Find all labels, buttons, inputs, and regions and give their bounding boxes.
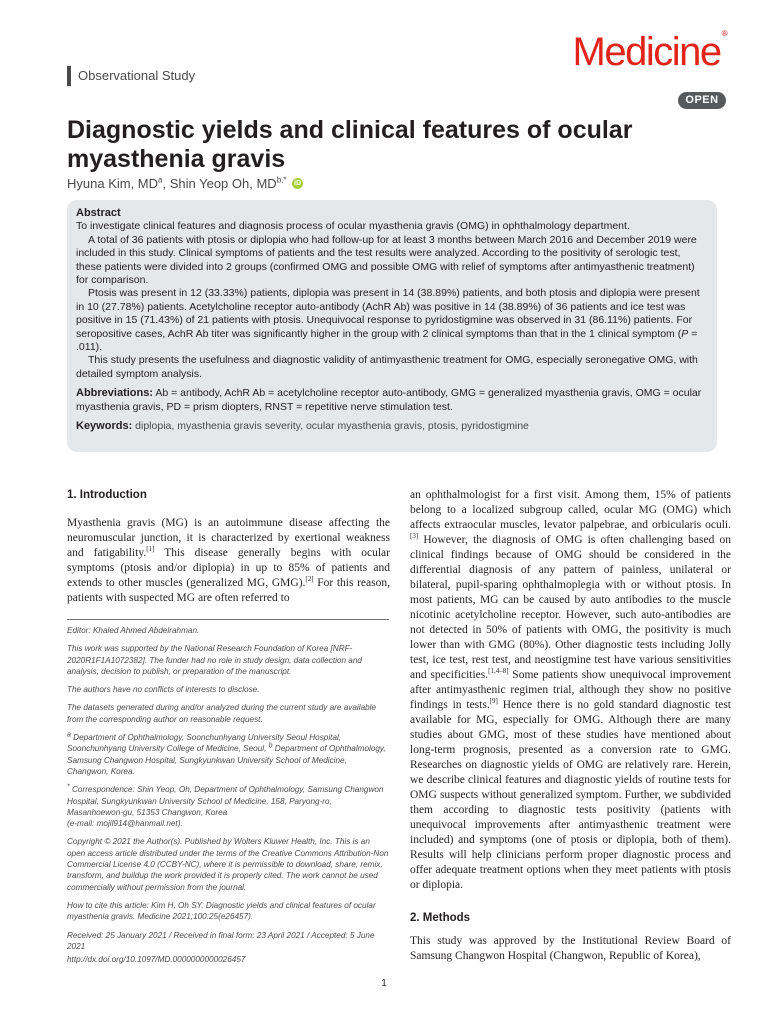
abbreviations-label: Abbreviations: bbox=[76, 387, 154, 400]
citation-link[interactable]: [1] bbox=[146, 545, 155, 554]
article-notes bbox=[67, 625, 389, 972]
dates-note: Received: 25 January 2021 / Received in final form: 23 April 2021 / Accepted: 5 June 2021 bbox=[67, 930, 375, 951]
abstract-paragraph: A total of 36 patients with ptosis or diplopia who had follow-up for at least 3 months between March 2016 and December 2019 were included in this study. Clinical symptoms of patients and the test results were analyzed. According to the positivity of serologic test, these patients were divided into 2 groups (confirmed OMG and possible OMG with relief of symptoms after antimyasthenic treatment) for comparison. bbox=[76, 233, 697, 287]
body-text: Some patients show unequivocal improvement after antimyasthenic regimen trial, although they show no positive findings in tests. bbox=[410, 669, 731, 711]
orcid-icon[interactable]: iD bbox=[294, 180, 302, 187]
left-column bbox=[67, 488, 390, 606]
abstract-text: Ptosis was present in 12 (33.33%) patients, diplopia was present in 14 (38.89%) patients, and both ptosis and diplopia were present in 10 (27.78%) patients. Acetylcholine receptor auto-antibody (AchR Ab) was positive in 14 (38.89%) of 36 patients and ice test was positive in 15 (71.43%) of 21 patients with ptosis. Unequivocal response to pyridostigmine was observed in 31 (86.11%) patients. For seropositive cases, AchR Ab titer was significantly higher in the group with 2 clinical symptoms than that in the 1 clinical symptom ( bbox=[76, 287, 700, 340]
keywords-text: diplopia, myasthenia gravis severity, ocular myasthenia gravis, ptosis, pyridostigmine bbox=[132, 420, 529, 433]
page-number: 1 bbox=[381, 978, 387, 989]
citation-link[interactable]: [3] bbox=[410, 532, 419, 541]
article-type-text: Observational Study bbox=[78, 68, 196, 83]
abstract-text: = .011). bbox=[76, 327, 698, 354]
article-title bbox=[67, 116, 707, 174]
open-access-badge: OPEN bbox=[678, 92, 726, 109]
body-text: Myasthenia gravis (MG) is an autoimmune disease affecting the neuromuscular junction, it is characterized by exertional weakness and fatigability. bbox=[67, 517, 390, 559]
footnote-divider bbox=[67, 619, 389, 620]
affiliation-text: Department of Ophthalmology, Samsung Changwon Hospital, Sungkyunkwan University School of Medicine, Changwon, Korea. bbox=[67, 744, 386, 776]
correspondence-email[interactable]: (e-mail: mojil914@hanmail.net). bbox=[67, 819, 183, 829]
doi-link[interactable]: http://dx.doi.org/10.1097/MD.0000000000026457 bbox=[67, 955, 246, 965]
correspondence-marker: * bbox=[67, 783, 70, 791]
author-name: Shin Yeop Oh, MD bbox=[169, 176, 277, 191]
keywords-label: Keywords: bbox=[76, 420, 133, 433]
body-text: For this reason, patients with suspected MG are often referred to bbox=[67, 577, 390, 604]
section-heading-methods: 2. Methods bbox=[410, 912, 471, 924]
body-text: However, the diagnosis of OMG is often challenging based on clinical findings because of OMG should be considered in the differential diagnosis of any pattern of painless, unilateral or bilateral, pupil-sparing ophthalmoplegia with or without ptosis. In most patients, MG can be caused by auto antibodies to the muscle nicotinic acetylcholine receptor. However, such auto-antibodies are not detected in 50% of patients with OMG, the positivity is much lower than with GMG (80%). Other diagnostic tests including Jolly test, ice test, rest test, and neostigmine test have various sensitivities and specificities. bbox=[410, 534, 731, 681]
abstract-paragraph: This study presents the usefulness and diagnostic validity of antimyasthenic treatment for OMG, especially seronegative OMG, with detailed symptom analysis. bbox=[76, 354, 698, 380]
author-affiliation-marker: a bbox=[158, 175, 163, 185]
keywords bbox=[76, 420, 708, 433]
affiliations-note bbox=[67, 732, 389, 777]
abstract-paragraph: To investigate clinical features and diagnosis process of ocular myasthenia gravis (OMG) in ophthalmology department. bbox=[76, 220, 630, 233]
body-text: This disease generally begins with ocular symptoms (ptosis and/or diplopia) in up to 85% of patients and extends to other muscles (generalized MG, GMG). bbox=[67, 547, 390, 589]
title-line-2: myasthenia gravis bbox=[67, 145, 286, 173]
right-column bbox=[410, 488, 731, 964]
citation-note: How to cite this article: Kim H, Oh SY. Diagnostic yields and clinical features of ocular myasthenia gravis. Medicine 2021;100:25(e26457). bbox=[67, 900, 376, 922]
conflicts-note: The authors have no conflicts of interests to disclose. bbox=[67, 685, 260, 695]
affiliation-marker: a bbox=[67, 731, 71, 739]
funding-note: This work was supported by the National Research Foundation of Korea [NRF-2020R1F1A1072382]. The funder had no role in study design, data collection and analysis, decision to publish, or preparation of the manuscript. bbox=[67, 644, 362, 676]
article-type-label bbox=[67, 66, 195, 86]
citation-link[interactable]: [1,4–8] bbox=[488, 667, 509, 676]
body-text: an ophthalmologist for a first visit. Among them, 15% of patients belong to a localized subgroup called, ocular MG (OMG) which affects extraocular muscles, levator palpebrae, and orbicularis oculi. bbox=[410, 489, 731, 531]
body-paragraph: This study was approved by the Institutional Review Board of Samsung Changwon Hospital (Changwon, Republic of Korea), bbox=[410, 935, 731, 962]
journal-logo bbox=[573, 30, 726, 74]
correspondence-text: Correspondence: Shin Yeop, Oh, Department of Ophthalmology, Samsung Changwon Hospital, Sungkyunkwan University School of Medicine, 158, Paryong-ro, Masanhoewon-gu, 51353 Changwon, Korea bbox=[67, 785, 384, 817]
abstract-paragraph bbox=[76, 287, 708, 354]
title-line-1: Diagnostic yields and clinical features of ocular bbox=[67, 116, 633, 144]
author-separator: , bbox=[162, 176, 170, 191]
abstract-heading: Abstract bbox=[76, 207, 121, 219]
body-text: Hence there is no gold standard diagnostic test available for MG, especially for OMG. Although there are many studies about GMG, most of these studies have mentioned about long-term prognosis, presented as a conversion rate to GMG. Researches on diagnostic yields of OMG are relatively rare. Herein, we describe clinical features and diagnostic yields of routine tests for OMG suspects without generalized symptom. Further, we subdivided them according to diagnostic tests positivity (patients with unequivocal improvements after antimyasthenic treatment were included) and symptoms (one of ptosis or diplopia, both of them). Results will help clinicians perform proper diagnostic process and offer adequate treatment options when they meet patients with ptosis or diplopia. bbox=[410, 699, 731, 891]
p-value-symbol: P bbox=[681, 327, 689, 340]
author-affiliation-marker: b,* bbox=[276, 175, 287, 185]
section-heading-introduction: 1. Introduction bbox=[67, 489, 147, 501]
registered-mark: ® bbox=[721, 29, 726, 38]
abbreviations-text: Ab = antibody, AchR Ab = acetylcholine receptor auto-antibody, GMG = generalized myasthenia gravis, OMG = ocular myasthenia gravis, PD = prism diopters, RNST = repetitive nerve stimulation test. bbox=[76, 387, 702, 413]
journal-logo-text: Medicine bbox=[572, 30, 721, 74]
body-paragraph bbox=[67, 516, 390, 606]
correspondence-note bbox=[67, 784, 389, 829]
editor-note: Editor: Khaled Ahmed Abdelrahman. bbox=[67, 626, 200, 635]
data-availability-note: The datasets generated during and/or analyzed during the current study are available from the corresponding author on reasonable request. bbox=[67, 703, 377, 724]
author-list bbox=[67, 176, 303, 191]
affiliation-text: Department of Ophthalmology, Soonchunhyang University Seoul Hospital, Soonchunhyang University College of Medicine, Seoul, bbox=[67, 733, 342, 754]
abstract-box bbox=[67, 200, 717, 452]
citation-link[interactable]: [9] bbox=[489, 697, 498, 706]
author-name: Hyuna Kim, MD bbox=[67, 176, 159, 191]
body-paragraph bbox=[410, 488, 731, 893]
citation-link[interactable]: [2] bbox=[305, 575, 314, 584]
abbreviations bbox=[76, 387, 708, 414]
copyright-note: Copyright © 2021 the Author(s). Published by Wolters Kluwer Health, Inc. This is an open access article distributed under the terms of the Creative Commons Attribution-Non Commercial License 4.0 (CCBY-NC), where it is permissible to download, share, remix, transform, and buildup the work provided it is properly cited. The work cannot be used commercially without permission from the journal. bbox=[67, 837, 389, 892]
affiliation-marker: b bbox=[268, 742, 273, 750]
